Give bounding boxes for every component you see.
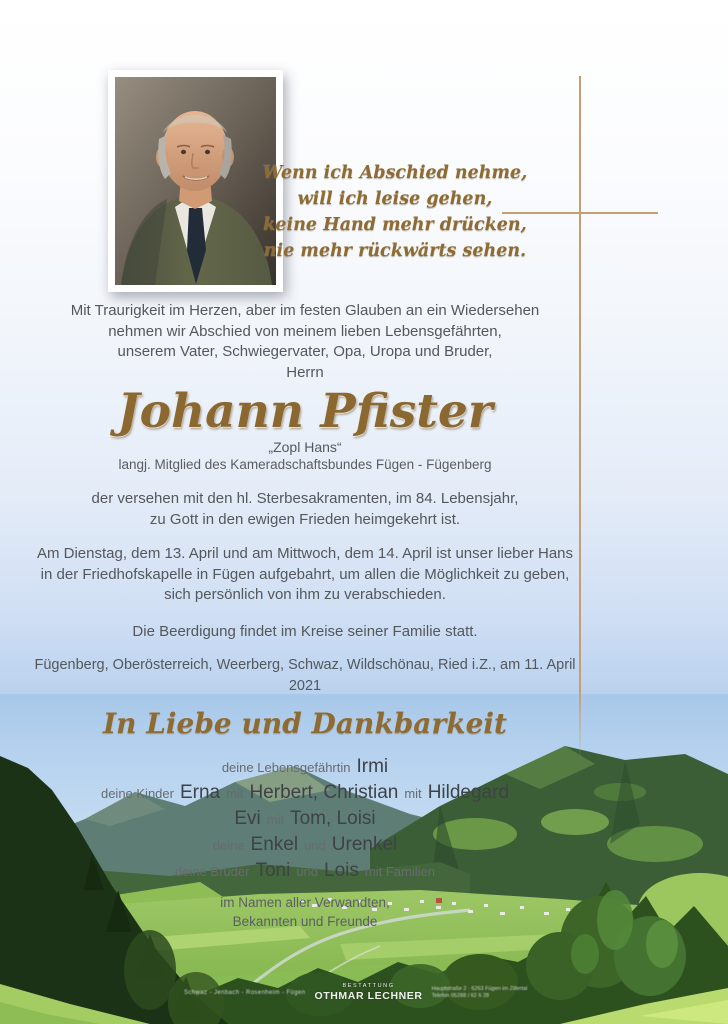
closing-line: In Liebe und Dankbarkeit xyxy=(103,707,507,740)
poem-line: nie mehr rückwärts sehen. xyxy=(263,241,527,261)
footer-contact-line: Telefon 05288 / 62 6 28 xyxy=(431,992,490,999)
farewell-poem xyxy=(258,160,532,264)
mourner-relation: mit xyxy=(404,786,422,801)
mourner-relation: deine Lebensgefährtin xyxy=(221,760,351,775)
mourner-name: Toni xyxy=(255,860,291,881)
salutation: Herrn xyxy=(286,363,324,381)
funeral-home-footer xyxy=(184,984,527,1001)
intro-line: nehmen wir Abschied von meinem lieben Lebensgefährten, xyxy=(108,322,502,340)
portrait-of-deceased xyxy=(115,77,276,285)
laying-out-line: Am Dienstag, dem 13. April und am Mittwoch, dem 14. April ist unser lieber Hans xyxy=(36,545,574,562)
mourner-relation: deine xyxy=(212,838,245,853)
poem-line: will ich leise gehen, xyxy=(297,189,493,209)
mourner-relation: und xyxy=(296,864,319,879)
mourner-relation: und xyxy=(304,838,326,853)
footer-contact-line: Hauptstraße 2 · 6263 Fügen im Zillertal xyxy=(431,985,528,992)
mourner-relation: deine Brüder xyxy=(175,864,250,879)
laying-out-line: sich persönlich von ihm zu verabschieden. xyxy=(164,586,446,603)
mourner-relation: deine Kinder xyxy=(100,786,174,801)
on-behalf-line: Bekannten und Freunde xyxy=(232,914,378,929)
funeral-home-name xyxy=(314,984,422,1001)
mourner-line xyxy=(20,832,590,858)
footer-contact-text xyxy=(432,986,528,1000)
place-date-line: Fügenberg, Oberösterreich, Weerberg, Schwaz, Wildschönau, Ried i.Z., am 11. April 2021 xyxy=(34,657,576,694)
mourner-line xyxy=(20,858,590,884)
mourner-line xyxy=(20,806,590,832)
intro-line: Mit Traurigkeit im Herzen, aber im festen Glauben an ein Wiedersehen xyxy=(70,302,540,319)
sacrament-paragraph xyxy=(20,489,590,530)
mourner-name: Erna xyxy=(179,782,221,803)
mourner-name: Lois xyxy=(324,860,359,881)
deceased-nickname: „Zopl Hans“ xyxy=(268,439,342,455)
intro-paragraph xyxy=(20,301,590,383)
footer-left-text: Schwaz - Jenbach - Rosenheim - Fügen xyxy=(184,989,306,996)
mourner-line xyxy=(20,754,590,780)
mourner-name: Herbert, Christian xyxy=(249,782,399,803)
mourner-name: Evi xyxy=(234,808,261,829)
mourner-name: Tom, Loisi xyxy=(290,808,376,829)
portrait-photo xyxy=(108,70,283,292)
intro-line: unserem Vater, Schwiegervater, Opa, Uropa und Bruder, xyxy=(117,343,493,360)
mourner-name: Enkel xyxy=(250,834,299,855)
poem-line: Wenn ich Abschied nehme, xyxy=(262,163,528,183)
membership-line: langj. Mitglied des Kameradschaftsbundes Fügen - Fügenberg xyxy=(118,457,492,472)
mourner-name: Irmi xyxy=(356,756,389,777)
laying-out-line: in der Friedhofskapelle in Fügen aufgebahrt, um allen die Möglichkeit zu geben, xyxy=(40,565,570,583)
sacrament-line: zu Gott in den ewigen Frieden heimgekehrt ist. xyxy=(149,510,461,528)
on-behalf-line: im Namen aller Verwandten, xyxy=(220,895,390,910)
mourner-name: Hildegard xyxy=(427,782,510,803)
on-behalf xyxy=(20,893,590,931)
poem-line: keine Hand mehr drücken, xyxy=(263,215,527,235)
mourner-relation: mit xyxy=(266,812,285,827)
footer-company-name: OTHMAR LECHNER xyxy=(314,989,423,1002)
mourner-relation: mit xyxy=(226,786,244,801)
laying-out-paragraph xyxy=(20,544,590,606)
mourners xyxy=(20,754,590,884)
deceased-name: Johann Pfister xyxy=(117,384,493,439)
sacrament-line: der versehen mit den hl. Sterbesakramenten, im 84. Lebensjahr, xyxy=(91,490,519,507)
mourner-name: Urenkel xyxy=(331,834,398,855)
footer-bestattung-label: BESTATTUNG xyxy=(342,983,395,989)
mourner-relation: mit Familien xyxy=(364,864,435,879)
funeral-notice: Die Beerdigung findet im Kreise seiner Familie statt. xyxy=(132,622,478,640)
obituary-text xyxy=(20,301,590,931)
mourner-line xyxy=(20,780,590,806)
